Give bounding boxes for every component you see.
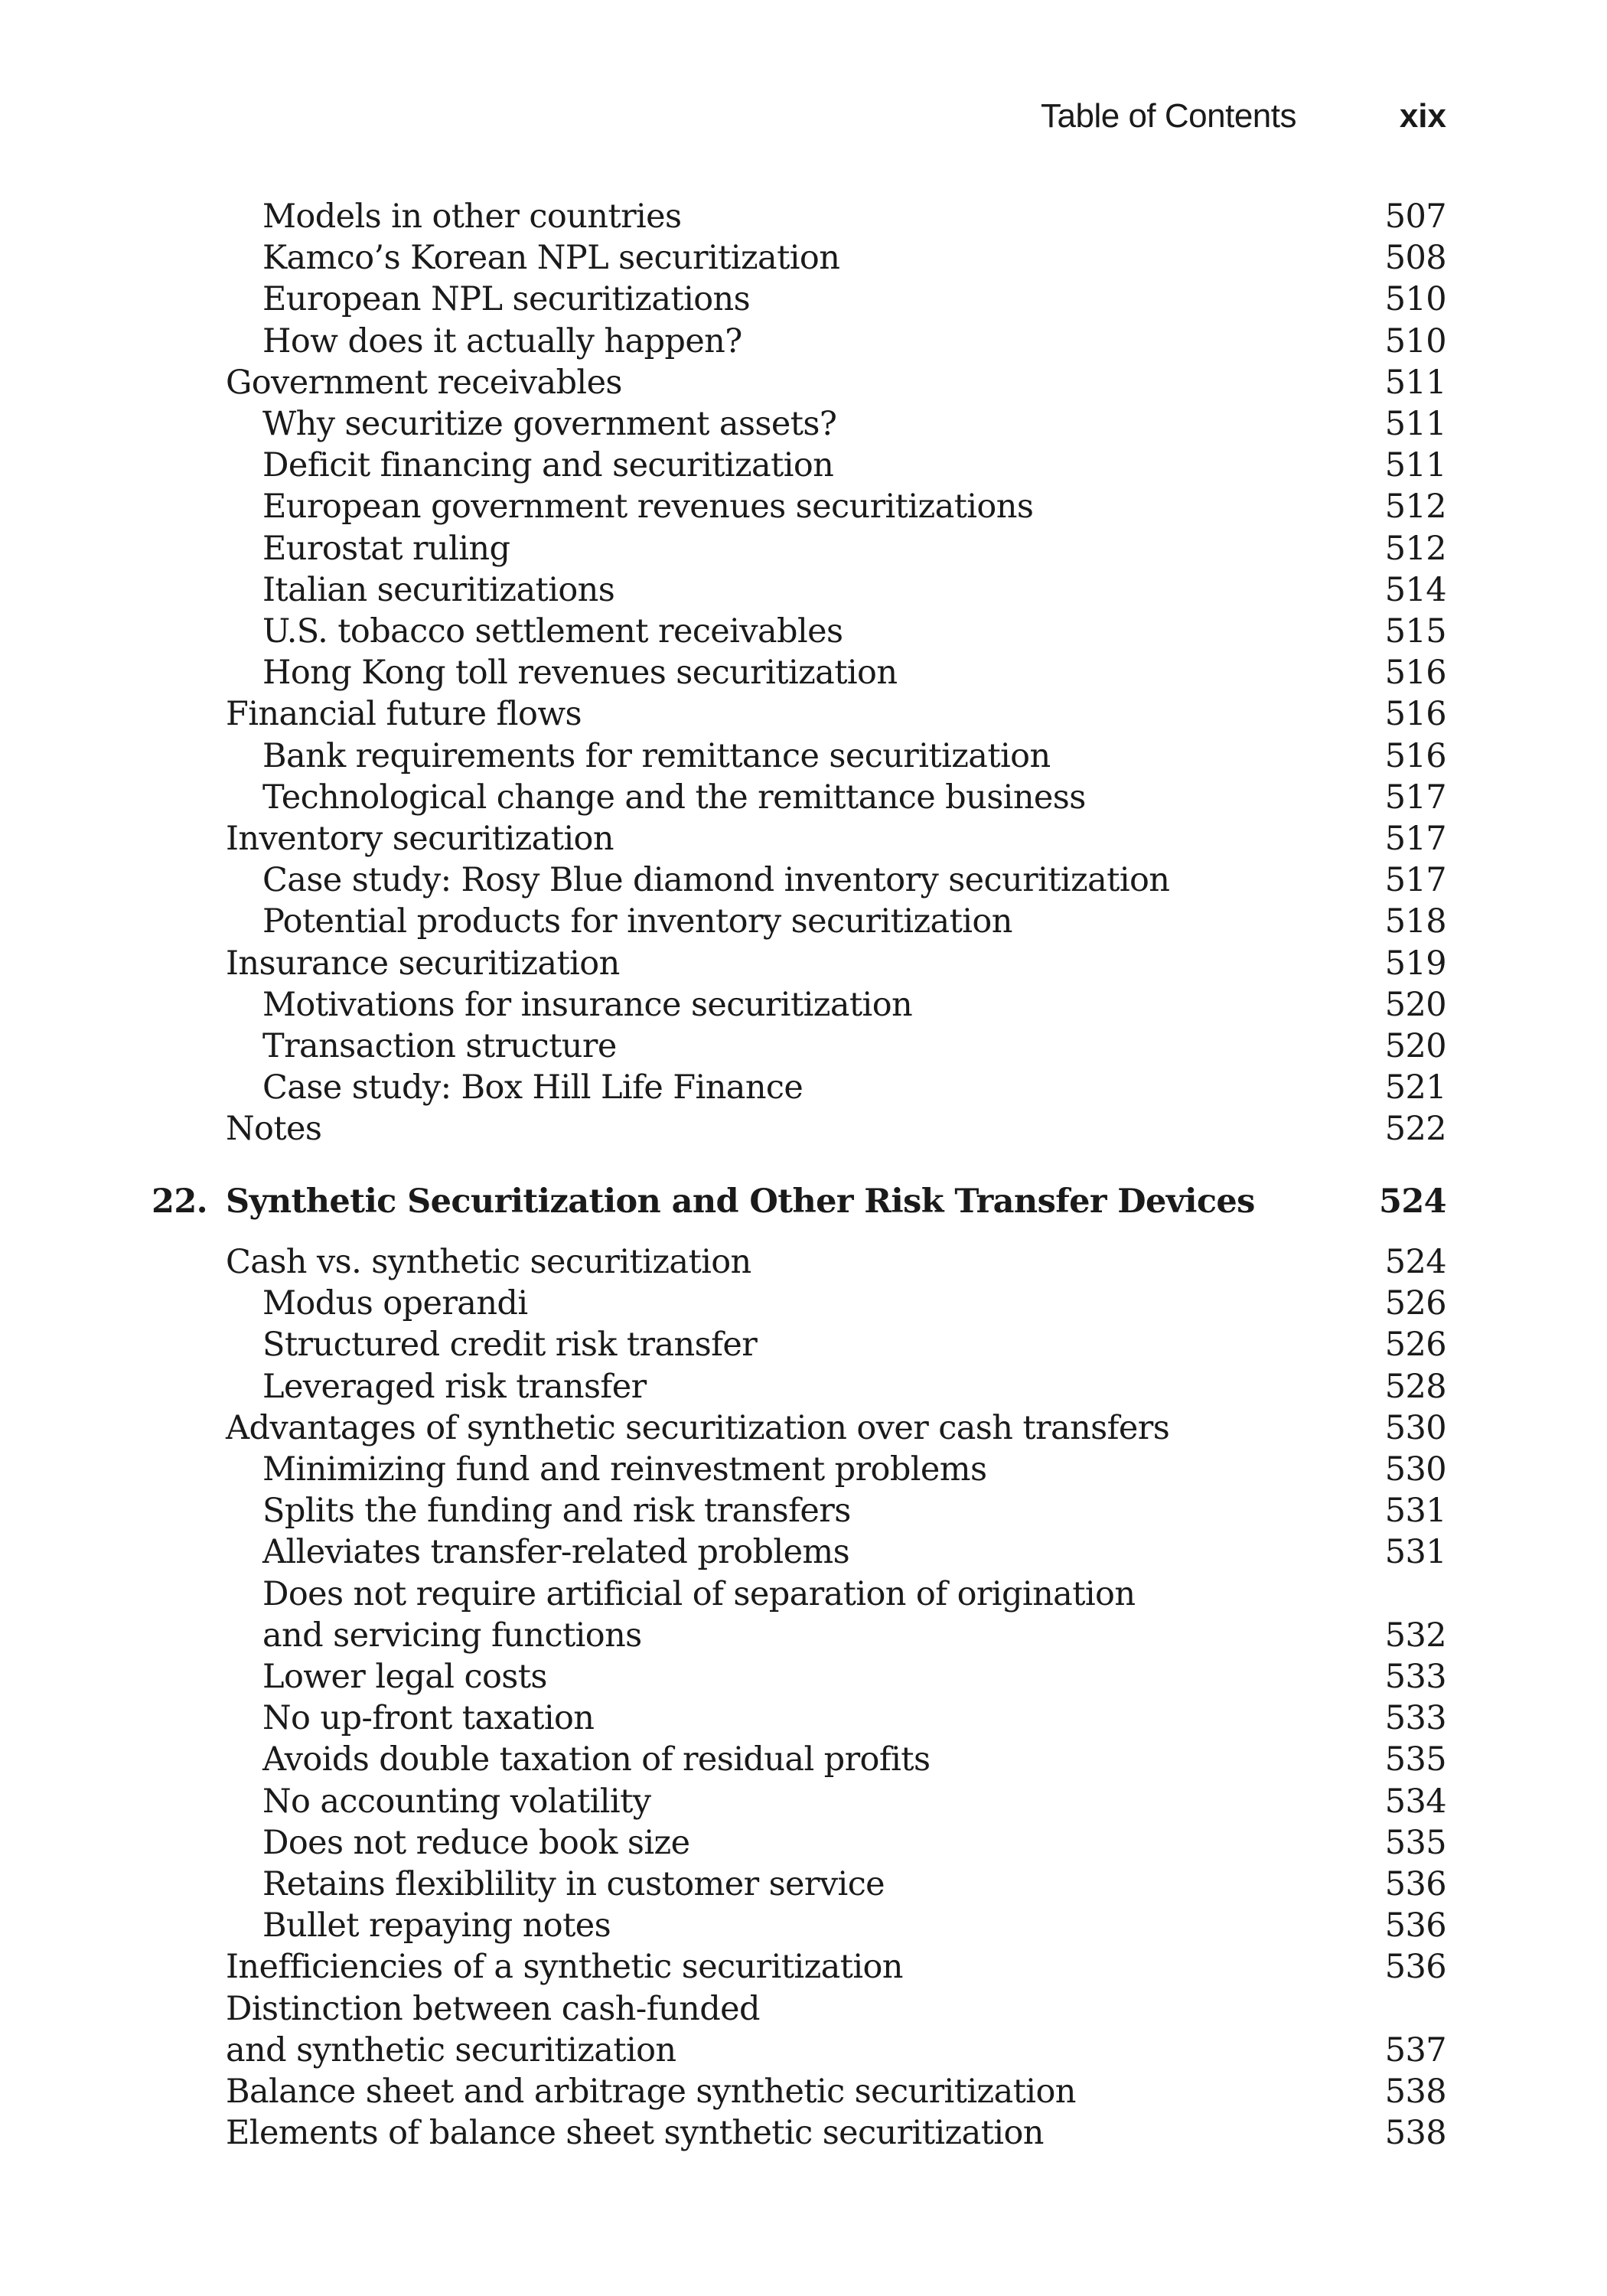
toc-entry-page-number: 512 [1384,529,1446,568]
toc-entry-page-number: 511 [1384,446,1446,485]
toc-entry-page-number: 526 [1384,1284,1446,1323]
toc-entry-page-number: 521 [1384,1068,1446,1107]
toc-entry [0,1531,1607,1573]
toc-entry-title: Inefficiencies of a synthetic securitization [226,1948,903,1987]
toc-entry-title: Case study: Rosy Blue diamond inventory securitization [262,861,1170,900]
toc-entry-title: Insurance securitization [226,944,620,983]
toc-entry-title: Does not require artificial of separation of origination [262,1574,1136,1613]
toc-entry-page-number: 517 [1384,778,1446,817]
toc-entry [0,818,1607,859]
toc-entry-page-number: 530 [1384,1450,1446,1489]
running-head [0,93,1446,139]
toc-entry [0,1026,1607,1067]
toc-entry [0,1366,1607,1407]
toc-entry-page-number: 536 [1384,1906,1446,1945]
toc-entry-title: Notes [226,1110,322,1149]
toc-entry-page-number: 538 [1384,2114,1446,2153]
chapter-heading [0,1181,1607,1222]
toc-entry-title: Leveraged risk transfer [262,1367,647,1406]
toc-entry-title: Inventory securitization [226,820,614,858]
toc-entry-page-number: 512 [1384,488,1446,527]
toc-entry-title: and synthetic securitization [226,2030,676,2069]
toc-entry-title: and servicing functions [262,1616,642,1655]
toc-entry-page-number: 536 [1384,1865,1446,1903]
toc-entry-page-number: 528 [1384,1367,1446,1406]
toc-entry-page-number: 520 [1384,1027,1446,1065]
toc-entry-page-number: 520 [1384,985,1446,1024]
toc-entry-page-number: 522 [1384,1110,1446,1149]
toc-entry [0,1108,1607,1150]
toc-entry [0,445,1607,486]
toc-entry [0,1490,1607,1531]
toc-entry-title: Transaction structure [262,1027,617,1065]
toc-entry-page-number: 510 [1384,280,1446,319]
toc-entry [0,735,1607,777]
toc-entry [0,528,1607,569]
toc-entry-page-number: 533 [1384,1699,1446,1738]
toc-entry [0,2071,1607,2112]
toc-entry-title: No accounting volatility [262,1782,651,1821]
toc-entry [0,362,1607,403]
toc-entry [0,1905,1607,1946]
toc-entry-title: Structured credit risk transfer [262,1326,758,1365]
toc-entry [0,693,1607,735]
toc-entry-page-number: 510 [1384,321,1446,360]
toc-entry-page-number: 518 [1384,902,1446,941]
chapter-title: Synthetic Securitization and Other Risk Transfer Devices [226,1182,1255,1221]
toc-entry-page-number: 537 [1384,2030,1446,2069]
toc-entry-title: Alleviates transfer-related problems [262,1533,850,1572]
toc-entry-title: U.S. tobacco settlement receivables [262,612,843,651]
toc-entry [0,1241,1607,1283]
toc-entry-title: Models in other countries [262,197,682,236]
toc-entry [0,1739,1607,1780]
toc-entry-title: Balance sheet and arbitrage synthetic securitization [226,2073,1076,2111]
page-folio: xix [1399,97,1446,135]
toc-entry-title: Advantages of synthetic securitization over cash transfers [226,1408,1170,1447]
toc-entry-title: Italian securitizations [262,570,615,609]
chapter-number: 22. [152,1182,208,1221]
toc-entry [0,1864,1607,1905]
toc-entry-page-number: 515 [1384,612,1446,651]
toc-entry [0,196,1607,237]
toc-entry-title: Retains flexiblility in customer service [262,1865,885,1903]
toc-entry-page-number: 516 [1384,654,1446,693]
toc-entry-title: Distinction between cash-funded [226,1989,760,2028]
toc-entry [0,2030,1607,2071]
toc-entry [0,486,1607,527]
toc-entry [0,1615,1607,1656]
toc-entry-page-number: 511 [1384,363,1446,402]
toc-entry-title: Modus operandi [262,1284,528,1323]
toc-entry-page-number: 511 [1384,405,1446,443]
toc-entry-title: Elements of balance sheet synthetic securitization [226,2114,1044,2153]
toc-entry [0,1574,1607,1615]
toc-entry [0,1283,1607,1324]
toc-entry-title: Eurostat ruling [262,529,510,568]
toc-entry-title: Why securitize government assets? [262,405,837,443]
toc-entry-title: Cash vs. synthetic securitization [226,1243,751,1281]
toc-entry-page-number: 524 [1384,1243,1446,1281]
toc-entry-title: Minimizing fund and reinvestment problems [262,1450,987,1489]
toc-entry [0,1698,1607,1739]
toc-entry-page-number: 517 [1384,820,1446,858]
toc-entry [0,2112,1607,2154]
toc-entry-title: Financial future flows [226,695,582,734]
toc-entry-title: Splits the funding and risk transfers [262,1492,851,1531]
toc-entry-title: Deficit financing and securitization [262,446,834,485]
toc-entry-title: Bullet repaying notes [262,1906,611,1945]
toc-entry [0,237,1607,279]
toc-entry [0,1067,1607,1108]
chapter-page-number: 524 [1379,1182,1446,1221]
toc-entry [0,321,1607,362]
toc-entry-page-number: 538 [1384,2073,1446,2111]
toc-entry-page-number: 533 [1384,1658,1446,1696]
toc-entry [0,777,1607,818]
toc-entry [0,279,1607,320]
toc-entry [0,1946,1607,1988]
toc-entry-page-number: 526 [1384,1326,1446,1365]
toc-entry-page-number: 517 [1384,861,1446,900]
toc-entry [0,652,1607,693]
toc-entry-title: Technological change and the remittance business [262,778,1086,817]
toc-entry-title: European NPL securitizations [262,280,751,319]
toc-entry [0,1988,1607,2030]
toc-entry [0,943,1607,984]
toc-entry-page-number: 508 [1384,239,1446,278]
toc-entry-title: Bank requirements for remittance securitization [262,736,1051,775]
toc-entry-page-number: 535 [1384,1740,1446,1779]
toc-entry [0,1656,1607,1698]
toc-entry-page-number: 519 [1384,944,1446,983]
toc-entry-page-number: 534 [1384,1782,1446,1821]
toc-entry [0,1324,1607,1365]
toc-entry-title: Lower legal costs [262,1658,547,1696]
toc-entry [0,1822,1607,1864]
toc-entry [0,611,1607,652]
toc-entry-title: Kamco’s Korean NPL securitization [262,239,840,278]
toc-entry [0,403,1607,445]
toc-entry [0,1407,1607,1449]
toc-entry [0,569,1607,611]
toc-entry [0,901,1607,942]
toc-entry [0,1449,1607,1490]
toc-entry-page-number: 516 [1384,695,1446,734]
toc-entry-page-number: 516 [1384,736,1446,775]
toc-entry-page-number: 507 [1384,197,1446,236]
toc-entry-title: European government revenues securitizations [262,488,1034,527]
toc-entry-page-number: 531 [1384,1533,1446,1572]
toc-entry-title: Government receivables [226,363,622,402]
toc-entry-title: How does it actually happen? [262,321,742,360]
toc-entry-page-number: 530 [1384,1408,1446,1447]
toc-entry [0,1781,1607,1822]
toc-entry-title: Does not reduce book size [262,1823,690,1862]
toc-entry-title: No up-front taxation [262,1699,595,1738]
toc-entry-title: Motivations for insurance securitization [262,985,913,1024]
toc-entry-page-number: 535 [1384,1823,1446,1862]
toc-entry-title: Avoids double taxation of residual profits [262,1740,931,1779]
toc-entry-page-number: 532 [1384,1616,1446,1655]
toc-entry-page-number: 531 [1384,1492,1446,1531]
toc-entry [0,859,1607,901]
toc-entry-title: Hong Kong toll revenues securitization [262,654,898,693]
running-head-title: Table of Contents [1041,97,1296,135]
toc-entry-title: Potential products for inventory securitization [262,902,1012,941]
toc-entry-page-number: 536 [1384,1948,1446,1987]
toc-entry-page-number: 514 [1384,570,1446,609]
toc-entry [0,984,1607,1026]
toc-entry-title: Case study: Box Hill Life Finance [262,1068,804,1107]
